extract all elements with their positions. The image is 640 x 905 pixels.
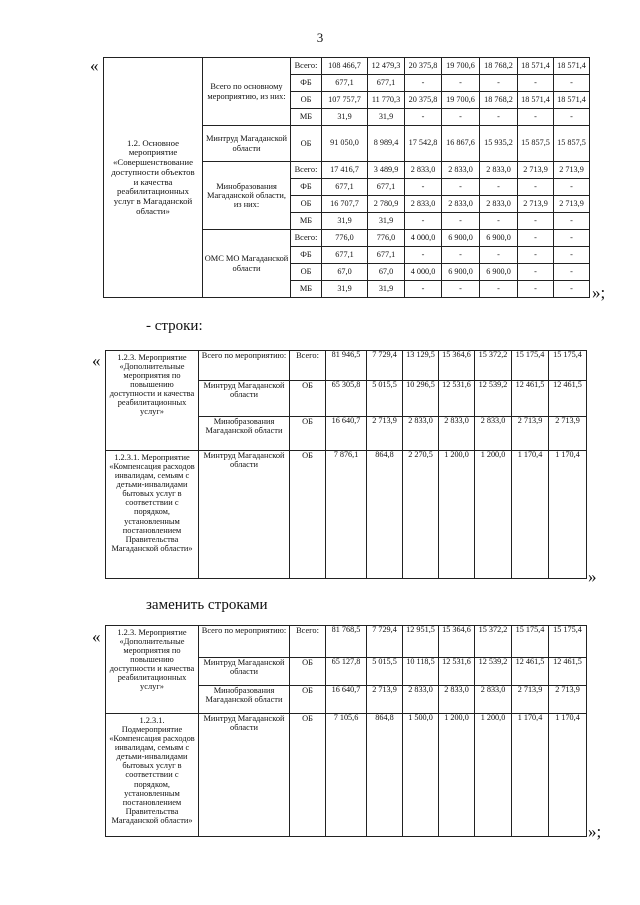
source-cell: ОБ (291, 126, 322, 162)
value-cell: 5 015,5 (367, 658, 403, 686)
value-cell: 12 461,5 (512, 381, 549, 417)
value-cell: - (554, 179, 590, 196)
value-cell: 2 713,9 (512, 417, 549, 451)
value-cell: 2 713,9 (549, 417, 587, 451)
value-cell: - (554, 230, 590, 247)
value-cell: - (405, 109, 442, 126)
value-cell: 6 900,0 (480, 264, 518, 281)
org-total: Всего по мероприятию: (199, 351, 290, 381)
org-mintrud: Минтруд Магаданской области (199, 714, 290, 837)
value-cell: - (480, 109, 518, 126)
value-cell: 4 000,0 (405, 264, 442, 281)
org-mintrud: Минтруд Магаданской области (199, 658, 290, 686)
close-quote-1: »; (592, 283, 606, 302)
value-cell: 31,9 (322, 213, 368, 230)
value-cell: 18 571,4 (518, 58, 554, 75)
value-cell: 677,1 (322, 179, 368, 196)
value-cell: - (405, 247, 442, 264)
source-cell: МБ (291, 109, 322, 126)
value-cell: 2 780,9 (368, 196, 405, 213)
value-cell: 8 989,4 (368, 126, 405, 162)
source-cell: МБ (291, 213, 322, 230)
value-cell: 15 857,5 (554, 126, 590, 162)
value-cell: - (518, 179, 554, 196)
org-minobr: Минобразования Магаданской области (199, 686, 290, 714)
value-cell: 776,0 (322, 230, 368, 247)
value-cell: 15 857,5 (518, 126, 554, 162)
value-cell: 2 833,0 (475, 417, 512, 451)
value-cell: - (405, 281, 442, 298)
source-cell: ОБ (290, 658, 326, 686)
value-cell: - (480, 247, 518, 264)
value-cell: 1 200,0 (475, 714, 512, 837)
value-cell: - (554, 281, 590, 298)
source-cell: Всего: (290, 626, 326, 658)
value-cell: 10 296,5 (403, 381, 439, 417)
value-cell: 15 175,4 (549, 626, 587, 658)
value-cell: - (554, 75, 590, 92)
source-cell: Всего: (291, 162, 322, 179)
value-cell: - (518, 109, 554, 126)
value-cell: 2 713,9 (554, 196, 590, 213)
value-cell: 15 175,4 (549, 351, 587, 381)
event-name-1-2-3: 1.2.3. Мероприятие «Дополнительные мероприятия по повышению доступности и качества реабилитационных услуг» (106, 626, 199, 714)
value-cell: 81 768,5 (326, 626, 367, 658)
value-cell: 677,1 (322, 75, 368, 92)
value-cell: 12 461,5 (549, 658, 587, 686)
value-cell: - (405, 75, 442, 92)
value-cell: 81 946,5 (326, 351, 367, 381)
table-main-event (103, 57, 590, 298)
source-cell: Всего: (290, 351, 326, 381)
org-minobr: Минобразования Магаданской области, из них: (203, 162, 291, 230)
value-cell: 31,9 (322, 109, 368, 126)
value-cell: 5 015,5 (367, 381, 403, 417)
value-cell: 18 768,2 (480, 92, 518, 109)
value-cell: 2 713,9 (512, 686, 549, 714)
org-mintrud: Минтруд Магаданской области (199, 451, 290, 579)
value-cell: 12 479,3 (368, 58, 405, 75)
event-name-1-2-3-1: 1.2.3.1. Подмероприятие «Компенсация расходов инвалидам, семьям с детьми-инвалидами бытовых услуг в соответствии с порядком, установленным постановлением Правительства Магаданской области» (106, 714, 199, 837)
value-cell: 7 105,6 (326, 714, 367, 837)
value-cell: - (554, 213, 590, 230)
table-old-rows (105, 350, 587, 579)
value-cell: 2 833,0 (403, 686, 439, 714)
value-cell: 6 900,0 (442, 264, 480, 281)
source-cell: ОБ (291, 92, 322, 109)
value-cell: - (518, 281, 554, 298)
open-quote-3: « (92, 627, 101, 646)
source-cell: ОБ (290, 417, 326, 451)
value-cell: 12 531,6 (439, 658, 475, 686)
value-cell: 2 833,0 (475, 686, 512, 714)
source-cell: ОБ (290, 451, 326, 579)
source-cell: ОБ (291, 196, 322, 213)
value-cell: 4 000,0 (405, 230, 442, 247)
value-cell: 12 951,5 (403, 626, 439, 658)
value-cell: 12 539,2 (475, 658, 512, 686)
source-cell: ОБ (290, 381, 326, 417)
value-cell: 864,8 (367, 714, 403, 837)
value-cell: 65 127,8 (326, 658, 367, 686)
value-cell: 15 935,2 (480, 126, 518, 162)
value-cell: 6 900,0 (442, 230, 480, 247)
value-cell: - (554, 264, 590, 281)
event-name-1-2: 1.2. Основное мероприятие «Совершенствование доступности объектов и качества реабилитационных услуг в Магаданской области» (104, 58, 203, 298)
value-cell: 91 050,0 (322, 126, 368, 162)
value-cell: 107 757,7 (322, 92, 368, 109)
event-name-1-2-3: 1.2.3. Мероприятие «Дополнительные мероприятия по повышению доступности и качества реабилитационных услуг» (106, 351, 199, 451)
value-cell: 12 461,5 (512, 658, 549, 686)
source-cell: ОБ (291, 264, 322, 281)
value-cell: 2 833,0 (405, 196, 442, 213)
value-cell: 2 270,5 (403, 451, 439, 579)
source-cell: ФБ (291, 75, 322, 92)
value-cell: - (442, 281, 480, 298)
value-cell: - (554, 109, 590, 126)
value-cell: 776,0 (368, 230, 405, 247)
value-cell: - (480, 179, 518, 196)
value-cell: 2 833,0 (405, 162, 442, 179)
value-cell: 31,9 (368, 109, 405, 126)
value-cell: 15 175,4 (512, 626, 549, 658)
value-cell: 2 833,0 (442, 196, 480, 213)
value-cell: 12 531,6 (439, 381, 475, 417)
value-cell: 1 170,4 (549, 451, 587, 579)
value-cell: 1 170,4 (512, 451, 549, 579)
value-cell: 7 876,1 (326, 451, 367, 579)
value-cell: 7 729,4 (367, 626, 403, 658)
value-cell: - (480, 75, 518, 92)
value-cell: 2 713,9 (367, 686, 403, 714)
org-total: Всего по основному мероприятию, из них: (203, 58, 291, 126)
value-cell: 15 364,6 (439, 626, 475, 658)
value-cell: 2 833,0 (480, 196, 518, 213)
value-cell: 31,9 (368, 281, 405, 298)
value-cell: 20 375,8 (405, 92, 442, 109)
value-cell: 864,8 (367, 451, 403, 579)
value-cell: - (442, 213, 480, 230)
value-cell: 12 539,2 (475, 381, 512, 417)
value-cell: 12 461,5 (549, 381, 587, 417)
value-cell: - (405, 179, 442, 196)
close-quote-2: » (588, 567, 597, 586)
value-cell: 1 200,0 (439, 714, 475, 837)
close-quote-3: »; (588, 822, 602, 841)
value-cell: 6 900,0 (480, 230, 518, 247)
page-number: 3 (316, 30, 324, 45)
value-cell: 1 500,0 (403, 714, 439, 837)
value-cell: - (554, 247, 590, 264)
value-cell: - (480, 213, 518, 230)
value-cell: 18 571,4 (554, 92, 590, 109)
value-cell: 2 713,9 (554, 162, 590, 179)
source-cell: ФБ (291, 247, 322, 264)
org-oms: ОМС МО Магаданской области (203, 230, 291, 298)
value-cell: 1 170,4 (549, 714, 587, 837)
value-cell: 11 770,3 (368, 92, 405, 109)
value-cell: 108 466,7 (322, 58, 368, 75)
source-cell: МБ (291, 281, 322, 298)
value-cell: - (480, 281, 518, 298)
value-cell: 19 700,6 (442, 92, 480, 109)
value-cell: 2 833,0 (442, 162, 480, 179)
source-cell: ОБ (290, 714, 326, 837)
value-cell: 15 364,6 (439, 351, 475, 381)
value-cell: - (518, 247, 554, 264)
value-cell: 677,1 (368, 75, 405, 92)
value-cell: 15 372,2 (475, 626, 512, 658)
value-cell: 16 707,7 (322, 196, 368, 213)
source-cell: Всего: (291, 230, 322, 247)
value-cell: 677,1 (322, 247, 368, 264)
heading-replace: заменить строками (146, 597, 268, 613)
value-cell: 16 640,7 (326, 686, 367, 714)
value-cell: - (518, 264, 554, 281)
value-cell: 67,0 (322, 264, 368, 281)
source-cell: ФБ (291, 179, 322, 196)
value-cell: 1 170,4 (512, 714, 549, 837)
value-cell: 20 375,8 (405, 58, 442, 75)
value-cell: 65 305,8 (326, 381, 367, 417)
value-cell: 13 129,5 (403, 351, 439, 381)
org-mintrud: Минтруд Магаданской области (203, 126, 291, 162)
value-cell: - (405, 213, 442, 230)
value-cell: 31,9 (368, 213, 405, 230)
value-cell: - (442, 179, 480, 196)
value-cell: 18 571,4 (554, 58, 590, 75)
value-cell: 2 713,9 (367, 417, 403, 451)
value-cell: 2 833,0 (480, 162, 518, 179)
value-cell: 16 867,6 (442, 126, 480, 162)
value-cell: 19 700,6 (442, 58, 480, 75)
value-cell: 1 200,0 (439, 451, 475, 579)
value-cell: 1 200,0 (475, 451, 512, 579)
source-cell: Всего: (291, 58, 322, 75)
value-cell: 18 571,4 (518, 92, 554, 109)
value-cell: - (442, 75, 480, 92)
value-cell: - (518, 230, 554, 247)
org-total: Всего по мероприятию: (199, 626, 290, 658)
value-cell: 2 713,9 (549, 686, 587, 714)
value-cell: 18 768,2 (480, 58, 518, 75)
value-cell: 31,9 (322, 281, 368, 298)
event-name-1-2-3-1: 1.2.3.1. Мероприятие «Компенсация расходов инвалидам, семьям с детьми-инвалидами бытовых услуг в соответствии с порядком, установленным постановлением Правительства Магаданской области» (106, 451, 199, 579)
value-cell: 16 640,7 (326, 417, 367, 451)
value-cell: - (518, 213, 554, 230)
value-cell: 17 542,8 (405, 126, 442, 162)
value-cell: 67,0 (368, 264, 405, 281)
value-cell: 677,1 (368, 247, 405, 264)
value-cell: 677,1 (368, 179, 405, 196)
source-cell: ОБ (290, 686, 326, 714)
value-cell: - (442, 109, 480, 126)
open-quote-2: « (92, 351, 101, 370)
value-cell: 17 416,7 (322, 162, 368, 179)
heading-strings: - строки: (146, 318, 203, 334)
value-cell: - (518, 75, 554, 92)
value-cell: 15 175,4 (512, 351, 549, 381)
open-quote-1: « (90, 56, 99, 75)
value-cell: 2 713,9 (518, 196, 554, 213)
value-cell: 2 833,0 (403, 417, 439, 451)
value-cell: 2 833,0 (439, 417, 475, 451)
value-cell: 15 372,2 (475, 351, 512, 381)
value-cell: 3 489,9 (368, 162, 405, 179)
value-cell: 2 833,0 (439, 686, 475, 714)
value-cell: 10 118,5 (403, 658, 439, 686)
table-new-rows (105, 625, 587, 837)
org-mintrud: Минтруд Магаданской области (199, 381, 290, 417)
org-minobr: Минобразования Магаданской области (199, 417, 290, 451)
value-cell: 7 729,4 (367, 351, 403, 381)
value-cell: - (442, 247, 480, 264)
value-cell: 2 713,9 (518, 162, 554, 179)
